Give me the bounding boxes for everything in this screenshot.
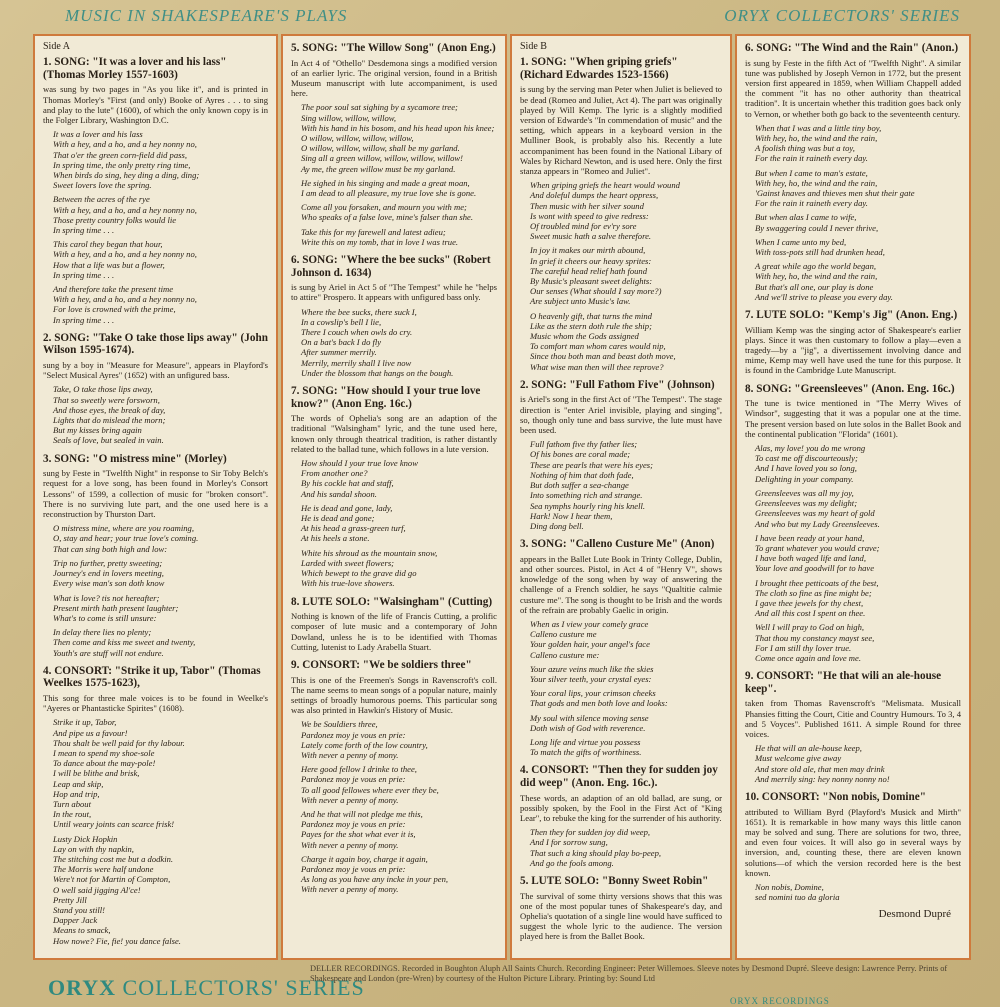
track-note: The words of Ophelia's song are an adaption of the traditional "Walsingham" lyric, and the tune used here, known only through theatrical tradition, is rather distantly related to the ballad tune, which follows in a lute version. <box>291 413 497 454</box>
header-title: MUSIC IN SHAKESPEARE'S PLAYS <box>65 6 348 25</box>
lyric-stanza: In joy it makes our mirth abound, In grief it cheers our heavy sprites: The careful head relief hath found By Music's pleasant sweet delights: Our senses (What should I say more?) Are subject unto Music's law. <box>530 245 662 307</box>
track-note: These words, an adaption of an old ballad, are sung, or possibly spoken, by the Fool in the First Act of "King Lear", to rebuke the king for the surrender of his authority. <box>520 792 722 823</box>
lyric-stanza: Charge it again boy, charge it again, Pardonez moy je vous en prie: As long as you have any incke in your pen, With never a penny of mony. <box>301 853 449 895</box>
track-entry <box>520 875 722 942</box>
lyric-stanza: The poor soul sat sighing by a sycamore tree; Sing willow, willow, willow, With his hand in his bosom, and his head upon his knee; O willow, willow, willow, willow, O willow, willow, willow, shall be my garland. Sing all a green willow, willow, willow, willow! Ay me, the green willow must be my garland. <box>301 102 495 174</box>
track-title: 9. CONSORT: "He that wili an ale-house keep". <box>745 670 942 695</box>
lyric-stanza: Long life and virtue you possess To match the gifts of worthiness. <box>530 736 642 758</box>
notes-column-4 <box>735 34 971 960</box>
lyric-stanza: Take, O take those lips away, That so sweetly were forsworn, And those eyes, the break of day, Lights that do mislead the morn; But my kisses bring again Seals of love, but sealed in vain. <box>53 384 166 446</box>
lyric-stanza: When as I view your comely grace Calleno custure me Your golden hair, your angel's face Calleno custure me: <box>530 618 650 660</box>
track-note: taken from Thomas Ravenscroft's "Melismata. Musicall Phansies fitting the Court, Citie and Country Humours. To 3, 4 and 5 Voyces". Published 1611. A simple Round for three voices. <box>745 698 961 739</box>
footer-brand-name: ORYX <box>48 975 117 1000</box>
track-title: 6. SONG: "The Wind and the Rain" (Anon.) <box>745 42 959 54</box>
lyric-stanza: Strike it up, Tabor, And pipe us a favour! Thou shalt be well paid for thy labour. I mean to spend my shoe-sole To dance about the may-pole! I will be blithe and brisk, Leap and skip, Hop and trip, Turn about In the rout, Until weary joints can scarce frisk! <box>53 717 185 830</box>
track-entry <box>291 42 497 247</box>
track-title: 2. SONG: "Full Fathom Five" (Johnson) <box>520 378 715 391</box>
track-note: is sung by Ariel in Act 5 of "The Tempest" while he "helps to attire" Prospero. It appears with unfigured bass only. <box>291 282 497 303</box>
notes-column-1 <box>33 34 278 960</box>
track-note: The tune is twice mentioned in "The Merry Wives of Windsor", suggesting that it was a popular one at the time. The present version based on lute solos in the Ballet Book and the continental publication "Florida" (1601). <box>745 398 961 439</box>
lyric-stanza: It was a lover and his lass With a hey, and a ho, and a hey nonny no, That o'er the green corn-field did pass, In spring time, the only pretty ring time, When birds do sing, hey ding a ding, ding; Sweet lovers love the spring. <box>53 129 200 191</box>
track-note: sung by Feste in "Twelfth Night" in response to Sir Toby Belch's request for a love song, has been found in Morley's Consort Lessons" of 1599, a collection of music for "broken consort". There is no surviving lute part, and the one used here is a reconstruction by Thurston Dart. <box>43 468 268 520</box>
lyric-stanza: My soul with silence moving sense Doth wish of God with reverence. <box>530 712 649 733</box>
lyric-stanza: A great while ago the world began, With hey, ho, the wind and the rain, But that's all one, our play is done And we'll strive to please you every day. <box>755 261 893 302</box>
footer-brand-series: COLLECTORS' SERIES <box>116 975 365 1000</box>
track-entry <box>520 56 722 372</box>
track-entry <box>291 385 497 588</box>
lyric-stanza: What is love? tis not hereafter; Present mirth hath present laughter; What's to come is still unsure: <box>53 592 179 623</box>
lyric-stanza: Your azure veins much like the skies Your silver teeth, your crystal eyes: <box>530 663 654 684</box>
lyric-stanza: This carol they began that hour, With a hey, and a ho, and a hey nonny no, How that a life was but a flower, In spring time . . . <box>53 239 197 280</box>
lyric-stanza: We be Souldiers three, Pardonez moy je vous en prie: Lately come forth of the low country, With never a penny of mony. <box>301 719 428 760</box>
lyric-stanza: I brought thee petticoats of the best, The cloth so fine as fine might be; I gave thee jewels for thy chest, And all this cost I spent on thee. <box>755 577 879 619</box>
track-title: 3. SONG: "Calleno Custure Me" (Anon) <box>520 538 715 551</box>
track-note: attributed to William Byrd (Playford's Musick and Mirth" 1651). It is remarkable in how many ways this little canon may be solved and sung. There are solutions for two, three, and even four voices. It will also go in several ways by inversion, and, counting these, there are eleven known solutions—of which the version recorded here is the best known. <box>745 806 961 878</box>
track-entry <box>291 254 497 378</box>
lyric-stanza: But when I came to man's estate, With hey, ho, the wind and the rain, 'Gainst knaves and thieves men shut their gate For the rain it raineth every day. <box>755 167 915 209</box>
header-series: ORYX COLLECTORS' SERIES <box>724 6 960 25</box>
track-note: was sung by two pages in "As you like it", and is printed in Thomas Morley's "First (and only) Booke of Ayres . . . to sing and play to the lute" (1600), of which the only known copy is in the Folger Library, Washington D.C. <box>43 84 268 125</box>
lyric-stanza: I have been ready at your hand, To grant whatever you would crave; I have both waged life and land, Your love and goodwill for to have <box>755 532 880 574</box>
track-title: 2. SONG: "Take O take those lips away" (John Wilson 1595-1674). <box>43 331 268 357</box>
track-entry <box>291 659 497 895</box>
track-title: 7. LUTE SOLO: "Kemp's Jig" (Anon. Eng.) <box>745 309 958 322</box>
lyric-stanza: He sighed in his singing and made a great moan, I am dead to all pleasure, my true love she is gone. <box>301 177 477 199</box>
track-title: 5. SONG: "The Willow Song" (Anon Eng.) <box>291 42 496 54</box>
track-note: The survival of some thirty versions shows that this was one of the most popular tunes of Shakespeare's day, and Ophelia's quotation of a single line would have sufficed to suggest the whole lyric to the audience. The version played here is from the Ballet Book. <box>520 890 722 942</box>
lyric-stanza: O heavenly gift, that turns the mind Like as the stern doth rule the ship; Music whom the Gods assigned To comfort man whom cares would nip, Since thou both man and beast doth move, What wise man then will thee reprove? <box>530 310 676 372</box>
track-entry <box>520 764 722 868</box>
track-title: 4. CONSORT: "Strike it up, Tabor" (Thomas Weelkes 1575-1623), <box>43 664 261 690</box>
track-entry <box>745 670 961 784</box>
track-entry <box>745 383 961 663</box>
lyric-stanza: O mistress mine, where are you roaming, O, stay and hear; your true love's coming. That can sing both high and low: <box>53 523 199 554</box>
track-note: Nothing is known of the life of Francis Cutting, a prolific composer of lute music and a contemporary of John Dowland, unless he is to be identified with Thomas Cutting, lutenist to Lady Arabella Stuart. <box>291 611 497 652</box>
track-note: is Ariel's song in the first Act of "The Tempest". The stage direction is "enter Ariel invisible, playing and singing", so, though only tune and bass survive, the lute must have been used. <box>520 394 722 436</box>
track-entry <box>745 791 961 902</box>
track-entry <box>43 332 268 446</box>
lyric-stanza: Trip no further, pretty sweeting; Journey's end in lovers meeting, Every wise man's son doth know <box>53 557 165 589</box>
author-signature: Desmond Dupré <box>878 908 951 921</box>
lyric-stanza: Non nobis, Domine, sed nomini tuo da gloria <box>755 881 840 903</box>
track-title: 1. SONG: "It was a lover and his lass" (Thomas Morley 1557-1603) <box>43 56 227 81</box>
side-label: Side B <box>520 41 547 52</box>
track-title: 1. SONG: "When griping griefs" (Richard Edwardes 1523-1566) <box>520 56 678 81</box>
track-entry <box>43 56 268 325</box>
lyric-stanza: Alas, my love! you do me wrong To cast me off discourteously; And I have loved you so long, Delighting in your company. <box>755 443 866 484</box>
track-note: is sung by the serving man Peter when Juliet is believed to be dead (Romeo and Juliet, Act 4). The part was originally played by Will Kemp. The lyric is a slightly modified version of Edwarde's "In commendation of music" and the setting, which appears in a keyboard version in the Mulliner Book, is probably also his. Recently a lute accompaniment has been found in the National Libary of Wales by Richard Newton, and is used here. Only the first stanza appears in "Romeo and Juliet". <box>520 84 722 177</box>
side-label: Side A <box>43 41 70 52</box>
track-note: is sung by Feste in the fifth Act of "Twelfth Night". A similar tune was published by Joseph Vernon in 1772, but the present version first appeared in 1859, when William Chappell added the comment "it has no other authority than theatrical tradition". It is uncertain whether this tradition goes back only to Vernon, or whether both go back to the seventeenth century. <box>745 57 961 119</box>
lyric-stanza: But when alas I came to wife, By swaggering could I never thrive, <box>755 212 879 233</box>
lyric-stanza: Then they for sudden joy did weep, And I for sorrow sung, That such a king should play bo-peep, And go the fools among. <box>530 827 662 868</box>
track-title: 7. SONG: "How should I your true love know?" (Anon Eng. 16c.) <box>291 385 481 410</box>
track-note: William Kemp was the singing actor of Shakespeare's earlier plays. Since it was then customary to follow a play—even a tragedy—by a "jig", a divertissement involving dance and mime, Kemp may well have used the tune for this purpose. It is found in the Cambridge Lute Manuscript. <box>745 324 961 376</box>
track-entry <box>520 538 722 757</box>
lyric-stanza: In delay there lies no plenty; Then come and kiss me sweet and twenty, Youth's are stuff will not endure. <box>53 627 196 658</box>
track-title: 8. SONG: "Greensleeves" (Anon. Eng. 16c.) <box>745 382 955 395</box>
lyric-stanza: White his shroud as the mountain snow, Larded with sweet flowers; Which bewept to the grave did go With his true-love showers. <box>301 547 438 589</box>
track-title: 6. SONG: "Where the bee sucks" (Robert Johnson d. 1634) <box>291 254 491 279</box>
lyric-stanza: Full fathom five thy father lies; Of his bones are coral made; These are pearls that were his eyes; Nothing of him that doth fade, But doth suffer a sea-change Into something rich and strange. Sea nymphs hourly ring his knell. Hark! Now I hear them, Ding dong bell. <box>530 439 653 531</box>
lyric-stanza: Lusty Dick Hopkin Lay on with thy napkin, The stitching cost me but a dodkin. The Morris were half undone Were't not for Martin of Compton, O well said jigging Al'ce! Pretty Jill Stand you still! Dapper Jack Means to smack, How nowe? Fie, fie! you dance false. <box>53 833 181 946</box>
track-title: 5. LUTE SOLO: "Bonny Sweet Robin" <box>520 874 709 887</box>
lyric-stanza: And therefore take the present time With a hey, and a ho, and a hey nonny no, For love is crowned with the prime, In spring time . . . <box>53 284 197 325</box>
track-title: 8. LUTE SOLO: "Walsingham" (Cutting) <box>291 595 493 608</box>
footer-credits: DELLER RECORDINGS. Recorded in Boughton Aluph All Saints Church. Recording Engineer: Peter Willemoes. Sleeve notes by Desmond Dupré. Sleeve design: Lawrence Perry. Prints of Shakespeare and London (pre-Wren) by courtesy of the Hulton Picture Library. Printing by: Sound Ltd <box>310 964 948 983</box>
lyric-stanza: Between the acres of the rye With a hey, and a ho, and a hey nonny no, Those pretty country folks would lie In spring time . . . <box>53 194 197 236</box>
lyric-stanza: When I came unto my bed, With toss-pots still had drunken head, <box>755 236 885 258</box>
lyric-stanza: And he that will not pledge me this, Pardonez moy je vous en prie: Payes for the shot what ever it is, With never a penny of mony. <box>301 808 423 850</box>
track-entry <box>291 596 497 652</box>
track-note: In Act 4 of "Othello" Desdemona sings a modified version of an earlier lyric. The original version, found in a British Museum manuscript with lute accompaniment, is used here. <box>291 57 497 99</box>
track-title: 9. CONSORT: "We be soldiers three" <box>291 658 472 671</box>
lyric-stanza: Come all you forsaken, and mourn you with me; Who speaks of a false love, mine's falser than she. <box>301 202 474 223</box>
footer-label: ORYX RECORDINGS <box>730 996 830 1006</box>
track-title: 3. SONG: "O mistress mine" (Morley) <box>43 452 227 465</box>
lyric-stanza: Greensleeves was all my joy, Greensleeves was my delight; Greensleeves was my heart of gold And who but my Lady Greensleeves. <box>755 487 880 529</box>
track-entry <box>520 379 722 531</box>
notes-column-2 <box>281 34 507 960</box>
track-title: 4. CONSORT: "Then they for sudden joy did weep" (Anon. Eng. 16c.). <box>520 764 718 789</box>
lyric-stanza: Well I will pray to God on high, That thou my constancy mayst see, For I am still thy lover true. Come once again and love me. <box>755 622 875 663</box>
track-note: sung by a boy in "Measure for Measure", appears in Playford's "Select Musical Ayres" (1652) with an unfigured bass. <box>43 360 268 381</box>
lyric-stanza: Take this for my farewell and latest adieu; Write this on my tomb, that in love I was true. <box>301 226 459 247</box>
lyric-stanza: Where the bee sucks, there suck I, In a cowslip's bell I lie, There I couch when owls do cry. On a bat's back I do fly After summer merrily. Merrily, merrily shall I live now Under the blossom that hangs on the bough. <box>301 306 454 378</box>
track-entry <box>745 42 961 302</box>
track-entry <box>43 453 268 658</box>
lyric-stanza: Your coral lips, your crimson cheeks That gods and men both love and looks: <box>530 688 668 709</box>
lyric-stanza: Here good fellow I drinke to thee, Pardonez moy je vous en prie: To all good fellowes where ever they be, With never a penny of mony. <box>301 764 439 805</box>
track-note: This song for three male voices is to be found in Weelke's "Ayeres or Phantasticke Spirites" (1608). <box>43 692 268 714</box>
track-note: This is one of the Freemen's Songs in Ravenscroft's coll. The name seems to mean songs of a popular nature, mainly settings of broadly humorous poems. This particular song was also printed in Hawkin's History of Music. <box>291 674 497 716</box>
track-entry <box>745 309 961 376</box>
track-entry <box>43 665 268 946</box>
lyric-stanza: When griping griefs the heart would wound And doleful dumps the heart oppress, Then music with her silver sound Is wont with speed to give redress: Of troubled mind for ev'ry sore Sweet music hath a salve therefore. <box>530 180 680 242</box>
track-title: 10. CONSORT: "Non nobis, Domine" <box>745 790 926 803</box>
lyric-stanza: He that will an ale-house keep, Must welcome give away And store old ale, that men may drink And merrily sing: hey nonny nonny no! <box>755 743 890 784</box>
notes-column-3 <box>510 34 732 960</box>
lyric-stanza: He is dead and gone, lady, He is dead and gone; At his head a grass-green turf, At his heels a stone. <box>301 502 406 544</box>
track-note: appears in the Ballet Lute Book in Trinty College, Dublin, and other sources. Pistol, in Act 4 of "Henry V", shows knowledge of the song when by way of answering the challenge of a French soldier, he says "Qualtitie calmie custure me". The song is thought to be Irish and the words of the refrain are probably Gaelic in origin. <box>520 553 722 615</box>
lyric-stanza: How should I your true love know From another one? By his cockle hat and staff, And his sandal shoon. <box>301 458 418 499</box>
lyric-stanza: When that I was and a little tiny boy, With hey, ho, the wind and the rain, A foolish thing was but a toy, For the rain it raineth every day. <box>755 122 882 164</box>
